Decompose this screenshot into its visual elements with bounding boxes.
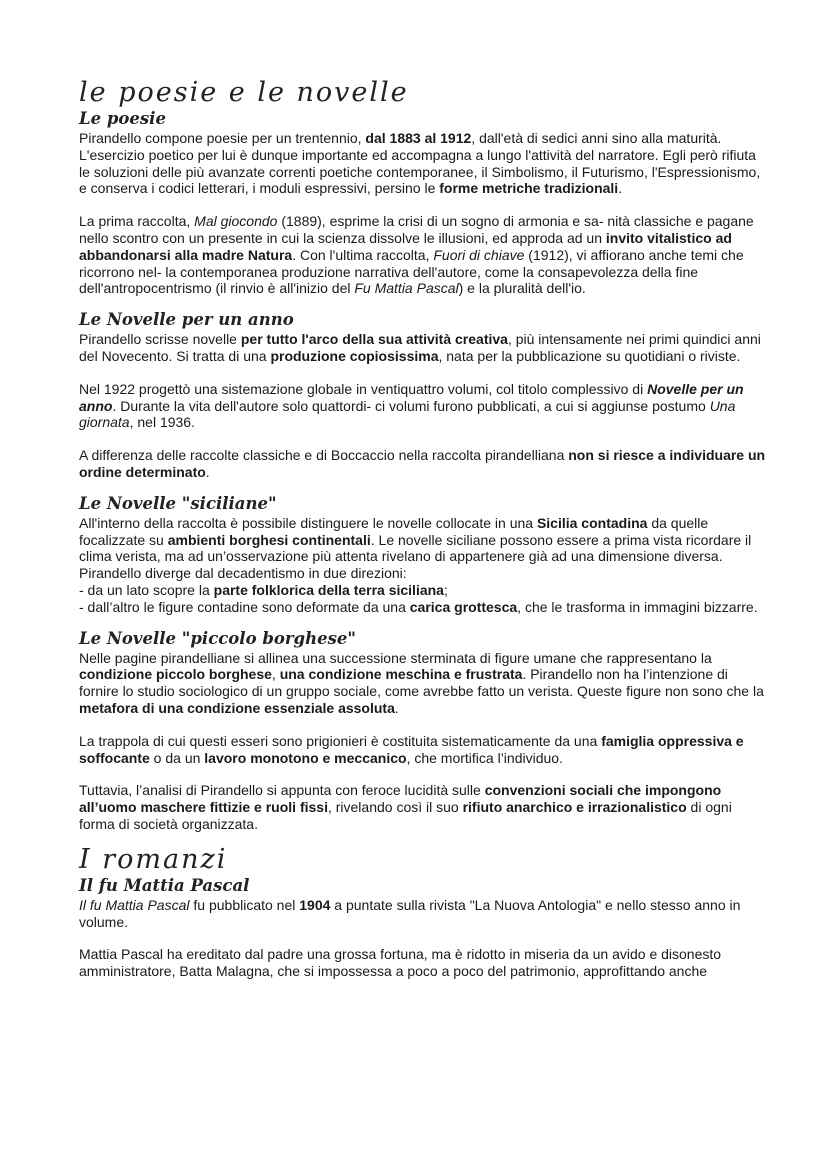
emphasis-text: famiglia oppressiva e soffocante bbox=[79, 732, 744, 766]
subheading-novelle-siciliane: Le Novelle "siciliane" bbox=[79, 493, 277, 513]
paragraph: Pirandello compone poesie per un trentennio, dal 1883 al 1912, dall'età di sedici anni sino alla maturità. L'esercizio poetico per lui è dunque importante ed accompagna a lungo l'attività del narratore. Egli però rifiuta le soluzioni delle più avanzate correnti poetiche contemporanee, il Simbolismo, il Futurismo, l'Espressionismo, e conserva i codici letterari, i moduli espressivi, persino le forme metriche tradizionali. bbox=[79, 130, 761, 197]
emphasis-text: Il fu Mattia Pascal bbox=[79, 896, 190, 913]
emphasis-text: non si riesce a individuare un ordine determinato bbox=[79, 447, 766, 480]
emphasis-text: per tutto l'arco della sua attività creativa bbox=[240, 331, 508, 348]
paragraph: Pirandello scrisse novelle per tutto l'arco della sua attività creativa, più intensamente nei primi quindici anni del Novecento. Si tratta di una produzione copiosissima, nata per la pubblicazione su quotidiani o riviste. bbox=[79, 331, 761, 364]
emphasis-text: rifiuto anarchico e irrazionalistico bbox=[462, 799, 687, 816]
emphasis-text: convenzioni sociali che impongono all’uomo maschere fittizie e ruoli fissi bbox=[79, 782, 722, 816]
section-title-poesie-novelle: le poesie e le novelle bbox=[79, 77, 409, 108]
emphasis-text: ambienti borghesi continentali bbox=[167, 531, 371, 548]
paragraph: A differenza delle raccolte classiche e di Boccaccio nella raccolta pirandelliana non si riesce a individuare un ordine determinato. bbox=[79, 447, 766, 480]
emphasis-text: metafora di una condizione essenziale assoluta bbox=[79, 699, 395, 716]
emphasis-text: Novelle per un anno bbox=[79, 380, 744, 414]
emphasis-text: forme metriche tradizionali bbox=[439, 180, 619, 197]
subheading-fu-mattia-pascal: Il fu Mattia Pascal bbox=[79, 875, 250, 895]
subheading-poesie: Le poesie bbox=[79, 109, 166, 128]
subheading-novelle-piccolo-borghese: Le Novelle "piccolo borghese" bbox=[79, 628, 356, 648]
paragraph: Nel 1922 progettò una sistemazione globale in ventiquattro volumi, col titolo complessivo di Novelle per un anno. Durante la vita dell'autore solo quattordi- ci volumi furono pubblicati, a cui si aggiunse postumo Una giornata, nel 1936. bbox=[79, 380, 744, 431]
emphasis-text: una condizione meschina e frustrata bbox=[279, 666, 523, 683]
emphasis-text: condizione piccolo borghese bbox=[79, 666, 272, 683]
emphasis-text: 1904 bbox=[299, 896, 331, 913]
emphasis-text: Sicilia contadina bbox=[536, 514, 648, 531]
paragraph: All'interno della raccolta è possibile distinguere le novelle collocate in una Sicilia contadina da quelle focalizzate su ambienti borghesi continentali. Le novelle siciliane possono essere a prima vista ricordare il clima verista, ma ad un’osservazione più attenta rivelano di appartenere già ad una dimensione diversa. Pirandello diverge dal decadentismo in due direzioni: - da un lato scopre la parte folklorica della terra siciliana; - dall’altro le figure contadine sono deformate da una carica grottesca, che le trasforma in immagini bizzarre. bbox=[79, 514, 758, 615]
emphasis-text: parte folklorica della terra siciliana bbox=[213, 581, 444, 598]
emphasis-text: Mal giocondo bbox=[194, 213, 278, 230]
paragraph: La prima raccolta, Mal giocondo (1889), esprime la crisi di un sogno di armonia e sa- nità classiche e pagane nello scontro con un presente in cui la scienza dissolve le illusioni, ed approda ad un invito vitalistico ad abbandonarsi alla madre Natura. Con l'ultima raccolta, Fuori di chiave (1912), vi affiorano anche temi che ricorrono nel- la contemporanea produzione narrativa dell'autore, come la consapevolezza della fine dell'antropocentrismo (il rinvio è all'inizio del Fu Mattia Pascal) e la pluralità dell'io. bbox=[79, 213, 754, 297]
paragraph: La trappola di cui questi esseri sono prigionieri è costituita sistematicamente da una famiglia oppressiva e soffocante o da un lavoro monotono e meccanico, che mortifica l’individuo. bbox=[79, 732, 744, 766]
emphasis-text: Fuori di chiave bbox=[433, 246, 525, 263]
paragraph: Il fu Mattia Pascal fu pubblicato nel 1904 a puntate sulla rivista "La Nuova Antologia" e nello stesso anno in volume. bbox=[79, 896, 741, 930]
emphasis-text: invito vitalistico ad abbandonarsi alla madre Natura bbox=[79, 229, 732, 263]
emphasis-text: dal 1883 al 1912 bbox=[365, 130, 472, 146]
emphasis-text: Una giornata bbox=[79, 397, 736, 431]
paragraph: Nelle pagine pirandelliane si allinea una successione sterminata di figure umane che rappresentano la condizione piccolo borghese, una condizione meschina e frustrata. Pirandello non ha l’intenzione di fornire lo studio sociologico di un gruppo sociale, come avrebbe fatto un verista. Queste figure non sono che la metafora di una condizione essenziale assoluta. bbox=[79, 649, 764, 716]
emphasis-text: produzione copiosissima bbox=[270, 347, 439, 364]
emphasis-text: lavoro monotono e meccanico bbox=[204, 749, 407, 766]
subheading-novelle-per-un-anno: Le Novelle per un anno bbox=[79, 310, 294, 330]
emphasis-text: carica grottesca bbox=[409, 598, 518, 615]
section-title-romanzi: I romanzi bbox=[79, 843, 228, 875]
paragraph: Mattia Pascal ha ereditato dal padre una grossa fortuna, ma è ridotto in miseria da un avido e disonesto amministratore, Batta Malagna, che si impossessa a poco a poco del patrimonio, approfittando anche bbox=[79, 946, 722, 980]
emphasis-text: Fu Mattia Pascal bbox=[354, 280, 459, 297]
paragraph: Tuttavia, l’analisi di Pirandello si appunta con feroce lucidità sulle convenzioni sociali che impongono all’uomo maschere fittizie e ruoli fissi, rivelando così il suo rifiuto anarchico e irrazionalistico di ogni forma di società organizzata. bbox=[79, 782, 732, 832]
